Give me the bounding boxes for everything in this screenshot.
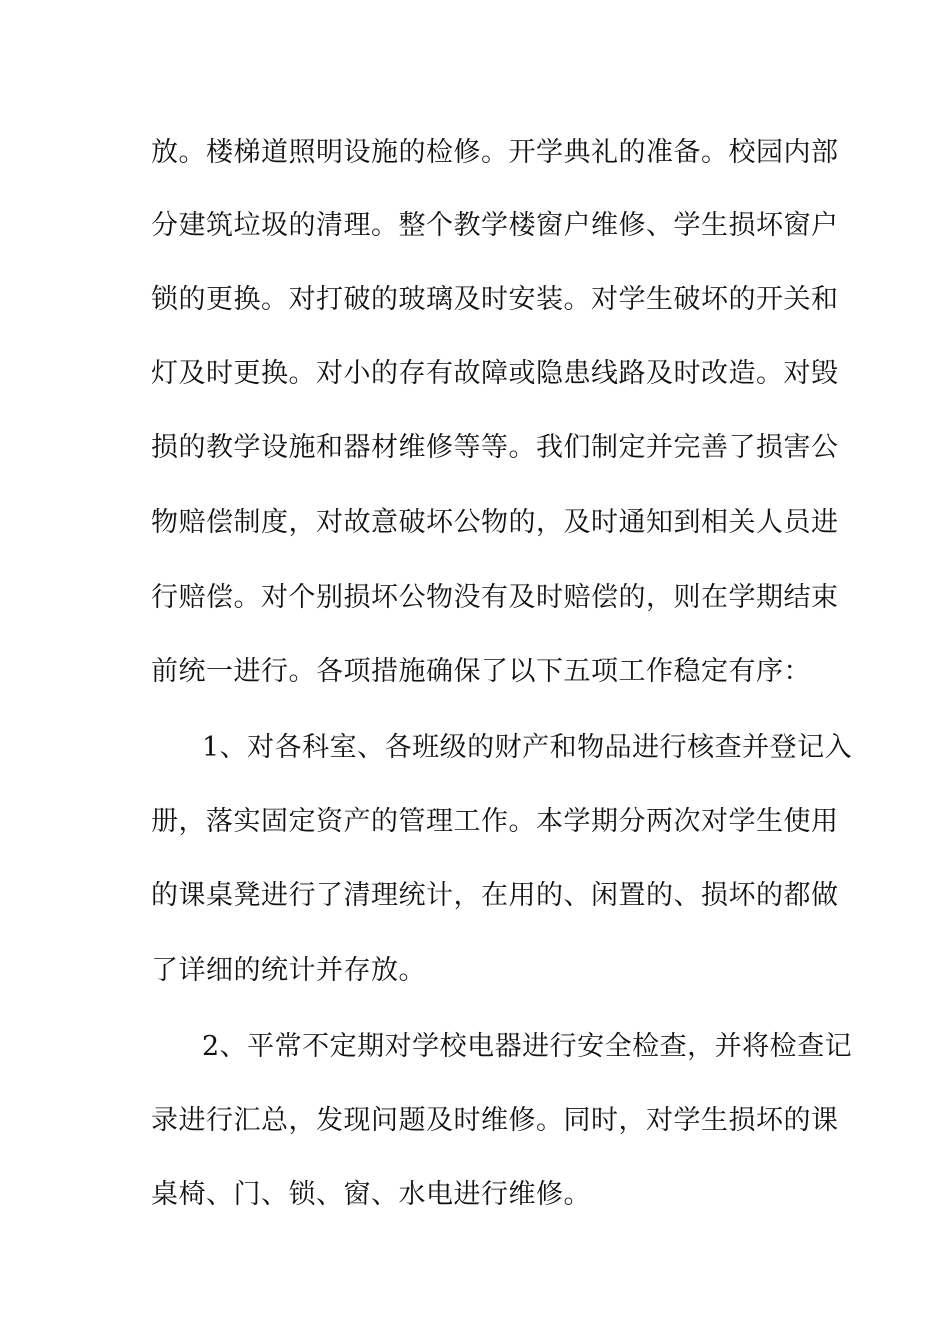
list-item-1-start: 1、对各科室、各班级的财产和物品进行核查并登记入 — [202, 732, 853, 763]
text-line: 录进行汇总，发现问题及时维修。同时，对学生损坏的课 — [151, 1105, 839, 1136]
text-line: 的课桌凳进行了清理统计，在用的、闲置的、损坏的都做 — [151, 880, 839, 911]
text-line: 行赔偿。对个别损坏公物没有及时赔偿的，则在学期结束 — [151, 582, 839, 613]
text-line: 放。楼梯道照明设施的检修。开学典礼的准备。校园内部 — [151, 137, 839, 168]
text-line: 分建筑垃圾的清理。整个教学楼窗户维修、学生损坏窗户 — [151, 210, 839, 241]
text-line: 损的教学设施和器材维修等等。我们制定并完善了损害公 — [151, 432, 839, 463]
text-line: 桌椅、门、锁、窗、水电进行维修。 — [151, 1179, 591, 1210]
text-line: 了详细的统计并存放。 — [151, 955, 426, 986]
text-line: 物赔偿制度，对故意破坏公物的，及时通知到相关人员进 — [151, 507, 839, 538]
list-item-2-start: 2、平常不定期对学校电器进行安全检查，并将检查记 — [202, 1031, 853, 1062]
text-line: 灯及时更换。对小的存有故障或隐患线路及时改造。对毁 — [151, 358, 839, 389]
text-line: 锁的更换。对打破的玻璃及时安装。对学生破坏的开关和 — [151, 284, 839, 315]
text-line: 前统一进行。各项措施确保了以下五项工作稳定有序： — [151, 656, 811, 687]
text-line: 册，落实固定资产的管理工作。本学期分两次对学生使用 — [151, 806, 839, 837]
